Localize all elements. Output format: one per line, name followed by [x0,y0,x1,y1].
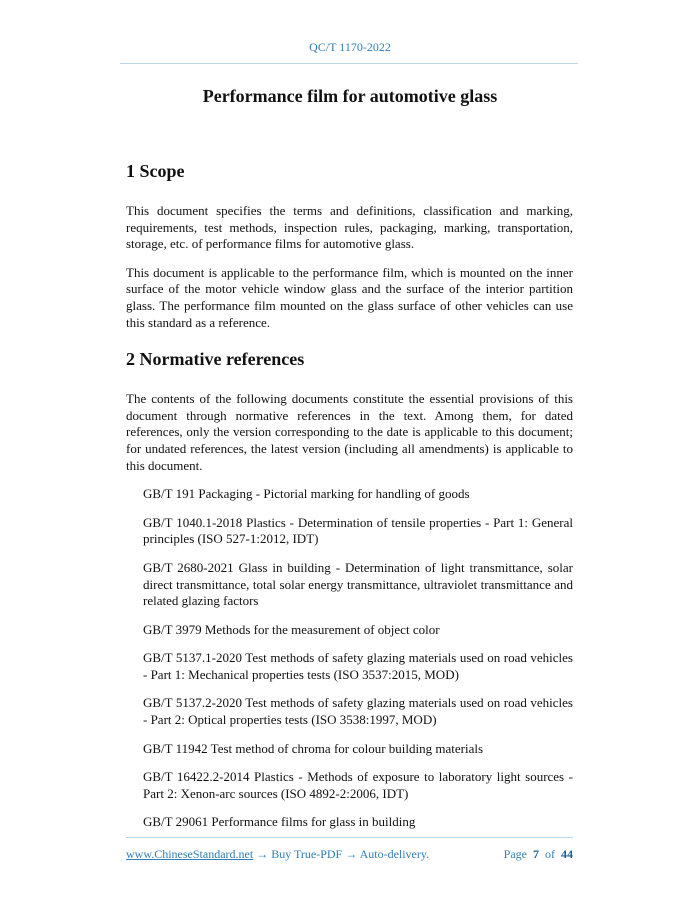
document-title: Performance film for automotive glass [202,86,498,106]
reference-item: GB/T 16422.2-2014 Plastics - Methods of exposure to laboratory light sources - Part 2: Xenon-arc sources (ISO 4892-2:2006, IDT) [143,769,573,801]
document-body [126,158,573,831]
document-code-header: QC/T 1170-2022 [309,40,391,54]
page-footer [126,847,573,862]
website-link[interactable]: www.ChineseStandard.net [126,847,254,861]
page-current: 7 [533,847,539,861]
page-total: 44 [561,847,573,861]
footer-promo [126,847,429,862]
reference-item: GB/T 1040.1-2018 Plastics - Determination of tensile properties - Part 1: General principles (ISO 527-1:2012, IDT) [143,514,573,547]
page-label: Page [503,847,527,861]
section-heading-normative-references: 2 Normative references [126,349,305,370]
scope-paragraph-1: This document specifies the terms and definitions, classification and marking, requirements, test methods, inspection rules, packaging, marking, transportation, storage, etc. of performance films for automotive glass. [126,203,573,252]
reference-item: GB/T 191 Packaging - Pictorial marking for handling of goods [143,486,470,502]
footer-divider [126,837,573,838]
normative-references-intro: The contents of the following documents constitute the essential provisions of this document through normative references in the text. Among them, for dated references, only the version corresponding to the date is applicable to this document; for undated references, the latest version (including all amendments) is applicable to this document. [126,391,573,473]
reference-item: GB/T 2680-2021 Glass in building - Determination of light transmittance, solar direct transmittance, total solar energy transmittance, ultraviolet transmittance and related glazing factors [143,559,573,609]
reference-item: GB/T 5137.1-2020 Test methods of safety glazing materials used on road vehicles - Part 1: Mechanical properties tests (ISO 3537:2015, MOD) [143,650,573,682]
footer-promo-text: → Buy True-PDF → Auto-delivery. [253,847,430,861]
reference-item: GB/T 11942 Test method of chroma for colour building materials [143,740,484,756]
reference-item: GB/T 5137.2-2020 Test methods of safety glazing materials used on road vehicles - Part 2: Optical properties tests (ISO 3538:1997, MOD) [143,695,573,728]
scope-paragraph-2: This document is applicable to the performance film, which is mounted on the inner surface of the motor vehicle window glass and the surface of the interior partition glass. The performance film mounted on the glass surface of other vehicles can use this standard as a reference. [126,264,573,330]
header-divider [120,63,578,64]
reference-item: GB/T 3979 Methods for the measurement of object color [143,621,440,637]
section-heading-scope: 1 Scope [126,161,185,181]
page-indicator [504,847,573,862]
page-of-label: of [545,847,555,861]
reference-item: GB/T 29061 Performance films for glass in building [143,814,416,830]
